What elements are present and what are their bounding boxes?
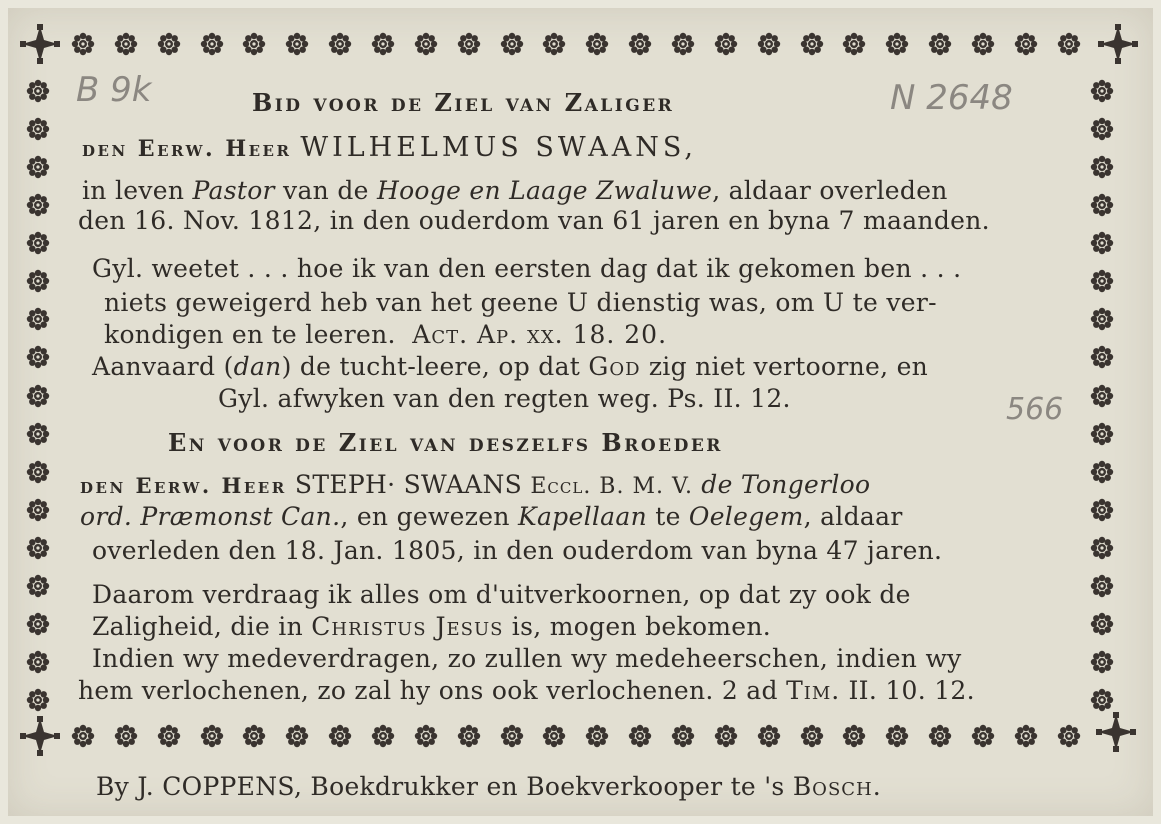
text: Tim. — [786, 676, 841, 705]
ornament-rosette-icon — [1089, 649, 1115, 675]
ornament-rosette-icon — [499, 31, 525, 57]
ornament-rosette-icon — [584, 723, 610, 749]
ornament-rosette-icon — [713, 723, 739, 749]
scripture-line — [78, 676, 975, 705]
ornament-rosette-icon — [25, 230, 51, 256]
ornament-rosette-icon — [1089, 154, 1115, 180]
ornament-rosette-icon — [25, 497, 51, 523]
ornament-rosette-icon — [1089, 611, 1115, 637]
text: Bosch. — [792, 772, 882, 801]
text: II. 10. 12. — [840, 676, 975, 705]
ornament-rosette-icon — [25, 611, 51, 637]
ornament-rosette-icon — [884, 723, 910, 749]
ornament-rosette-icon — [25, 344, 51, 370]
text: Christus Jesus — [311, 612, 504, 641]
text: hem verlochenen, zo zal hy ons ook verlochenen. 2 ad — [78, 676, 787, 705]
ornament-rosette-icon — [25, 535, 51, 561]
cross-icon — [18, 22, 62, 66]
ornament-rosette-icon — [670, 31, 696, 57]
ornament-rosette-icon — [284, 723, 310, 749]
handwritten-annotation-left: B 9k — [76, 70, 152, 110]
prayer-heading: Bid voor de Ziel van Zaliger — [252, 88, 675, 117]
memorial-card — [8, 8, 1153, 816]
ornament-rosette-icon — [199, 723, 225, 749]
ornament-rosette-icon — [25, 649, 51, 675]
ornament-rosette-icon — [584, 31, 610, 57]
life-line — [82, 176, 948, 205]
ornament-rosette-icon — [456, 723, 482, 749]
ornament-rosette-icon — [327, 723, 353, 749]
ornament-rosette-icon — [1089, 230, 1115, 256]
ornament-rosette-icon — [627, 31, 653, 57]
text: in leven — [82, 176, 193, 205]
ornament-rosette-icon — [1089, 306, 1115, 332]
ornament-rosette-icon — [25, 459, 51, 485]
scripture-line: Daarom verdraag ik alles om d'uitverkoornen, op dat zy ook de — [92, 580, 911, 609]
text: te — [646, 502, 689, 531]
ornament-rosette-icon — [1089, 421, 1115, 447]
ornament-rosette-icon — [327, 31, 353, 57]
scripture-line — [92, 612, 771, 641]
text: Aanvaard ( — [92, 352, 234, 381]
ornament-rosette-icon — [884, 31, 910, 57]
text: is, mogen bekomen. — [503, 612, 772, 641]
ornament-rosette-icon — [241, 31, 267, 57]
ornament-rosette-icon — [25, 687, 51, 713]
ornament-rosette-icon — [1013, 31, 1039, 57]
ornament-rosette-icon — [113, 31, 139, 57]
ornament-rosette-icon — [1089, 116, 1115, 142]
death-date-line: den 16. Nov. 1812, in den ouderdom van 61 jaren en byna 7 maanden. — [78, 206, 990, 235]
ornament-rosette-icon — [799, 723, 825, 749]
scripture-line — [104, 320, 667, 349]
text: dan — [233, 352, 282, 381]
ornament-rosette-icon — [25, 383, 51, 409]
priest-name-line — [82, 132, 697, 163]
ornament-rosette-icon — [970, 723, 996, 749]
ornament-rosette-icon — [199, 31, 225, 57]
ornament-rosette-icon — [499, 723, 525, 749]
ornament-rosette-icon — [284, 31, 310, 57]
ornament-rosette-icon — [799, 31, 825, 57]
ornamental-border-top — [70, 28, 1082, 60]
text: zig niet vertoorne, en — [640, 352, 929, 381]
name-prefix: den Eerw. Heer — [80, 473, 287, 498]
ornament-rosette-icon — [25, 154, 51, 180]
ornament-rosette-icon — [1089, 497, 1115, 523]
ornament-rosette-icon — [70, 31, 96, 57]
brother-order-line — [80, 502, 903, 531]
text: ) de tucht-leere, op dat — [281, 352, 589, 381]
ornament-rosette-icon — [413, 723, 439, 749]
brother-death-line: overleden den 18. Jan. 1805, in den ouderdom van byna 47 jaren. — [92, 536, 943, 565]
text: Pastor — [192, 176, 275, 205]
ornament-rosette-icon — [541, 723, 567, 749]
ornament-rosette-icon — [970, 31, 996, 57]
cross-icon — [1094, 710, 1138, 754]
ornament-rosette-icon — [1089, 344, 1115, 370]
ornament-rosette-icon — [1056, 31, 1082, 57]
handwritten-annotation-margin: 566 — [1006, 392, 1064, 427]
text: , aldaar — [803, 502, 903, 531]
ornament-rosette-icon — [1089, 573, 1115, 599]
text: Oelegem — [688, 502, 804, 531]
text: , en gewezen — [340, 502, 518, 531]
ornament-rosette-icon — [927, 31, 953, 57]
text: By J. COPPENS, Boekdrukker en Boekverkooper te 's — [96, 772, 793, 801]
ornament-rosette-icon — [241, 723, 267, 749]
text: ord. Præmonst Can. — [80, 502, 341, 531]
scripture-reference: Act. Ap. xx. 18. 20. — [412, 320, 668, 349]
ornament-rosette-icon — [927, 723, 953, 749]
ornament-rosette-icon — [1089, 687, 1115, 713]
ornament-rosette-icon — [1089, 192, 1115, 218]
scripture-line: Indien wy medeverdragen, zo zullen wy medeheerschen, indien wy — [92, 644, 962, 673]
ornament-rosette-icon — [70, 723, 96, 749]
ornamental-border-bottom — [70, 720, 1082, 752]
ornament-rosette-icon — [670, 723, 696, 749]
ornament-rosette-icon — [25, 268, 51, 294]
scripture-line: Gyl. afwyken van den regten weg. Ps. II. 12. — [218, 384, 791, 413]
text: Eccl. B. M. V. — [530, 474, 694, 499]
ornament-rosette-icon — [1089, 535, 1115, 561]
ornament-rosette-icon — [25, 306, 51, 332]
ornament-rosette-icon — [1056, 723, 1082, 749]
text: de Tongerloo — [693, 470, 871, 499]
priest-name: WILHELMUS SWAANS, — [300, 132, 697, 163]
brother-name: STEPH· SWAANS — [286, 470, 531, 499]
text: Hooge en Laage Zwaluwe — [376, 176, 713, 205]
ornament-rosette-icon — [627, 723, 653, 749]
ornament-rosette-icon — [25, 78, 51, 104]
ornament-rosette-icon — [1089, 459, 1115, 485]
ornamental-border-left — [22, 78, 54, 713]
ornament-rosette-icon — [156, 723, 182, 749]
text: Kapellaan — [518, 502, 647, 531]
ornament-rosette-icon — [25, 116, 51, 142]
ornament-rosette-icon — [113, 723, 139, 749]
ornament-rosette-icon — [156, 31, 182, 57]
text: , aldaar overleden — [712, 176, 948, 205]
cross-icon — [18, 714, 62, 758]
scripture-line — [92, 352, 928, 381]
ornament-rosette-icon — [25, 192, 51, 218]
scripture-line: niets geweigerd heb van het geene U dienstig was, om U te ver- — [104, 288, 937, 317]
ornament-rosette-icon — [25, 573, 51, 599]
scripture-line: Gyl. weetet . . . hoe ik van den eersten dag dat ik gekomen ben . . . — [92, 254, 962, 283]
ornament-rosette-icon — [541, 31, 567, 57]
ornament-rosette-icon — [841, 723, 867, 749]
ornament-rosette-icon — [1089, 383, 1115, 409]
ornament-rosette-icon — [370, 31, 396, 57]
ornament-rosette-icon — [1089, 268, 1115, 294]
text: God — [588, 352, 641, 381]
brother-name-line — [80, 470, 870, 499]
ornament-rosette-icon — [456, 31, 482, 57]
brother-heading: En voor de Ziel van deszelfs Broeder — [168, 428, 723, 457]
ornament-rosette-icon — [841, 31, 867, 57]
ornament-rosette-icon — [1089, 78, 1115, 104]
ornament-rosette-icon — [1013, 723, 1039, 749]
handwritten-annotation-number: N 2648 — [890, 78, 1013, 118]
cross-icon — [1096, 22, 1140, 66]
ornamental-border-right — [1086, 78, 1118, 713]
ornament-rosette-icon — [413, 31, 439, 57]
ornament-rosette-icon — [713, 31, 739, 57]
ornament-rosette-icon — [756, 723, 782, 749]
name-prefix: den Eerw. Heer — [82, 136, 292, 162]
ornament-rosette-icon — [756, 31, 782, 57]
ornament-rosette-icon — [370, 723, 396, 749]
text: Zaligheid, die in — [92, 612, 312, 641]
printer-imprint — [96, 772, 882, 801]
text: van de — [274, 176, 377, 205]
text: kondigen en te leeren. — [104, 320, 396, 349]
ornament-rosette-icon — [25, 421, 51, 447]
